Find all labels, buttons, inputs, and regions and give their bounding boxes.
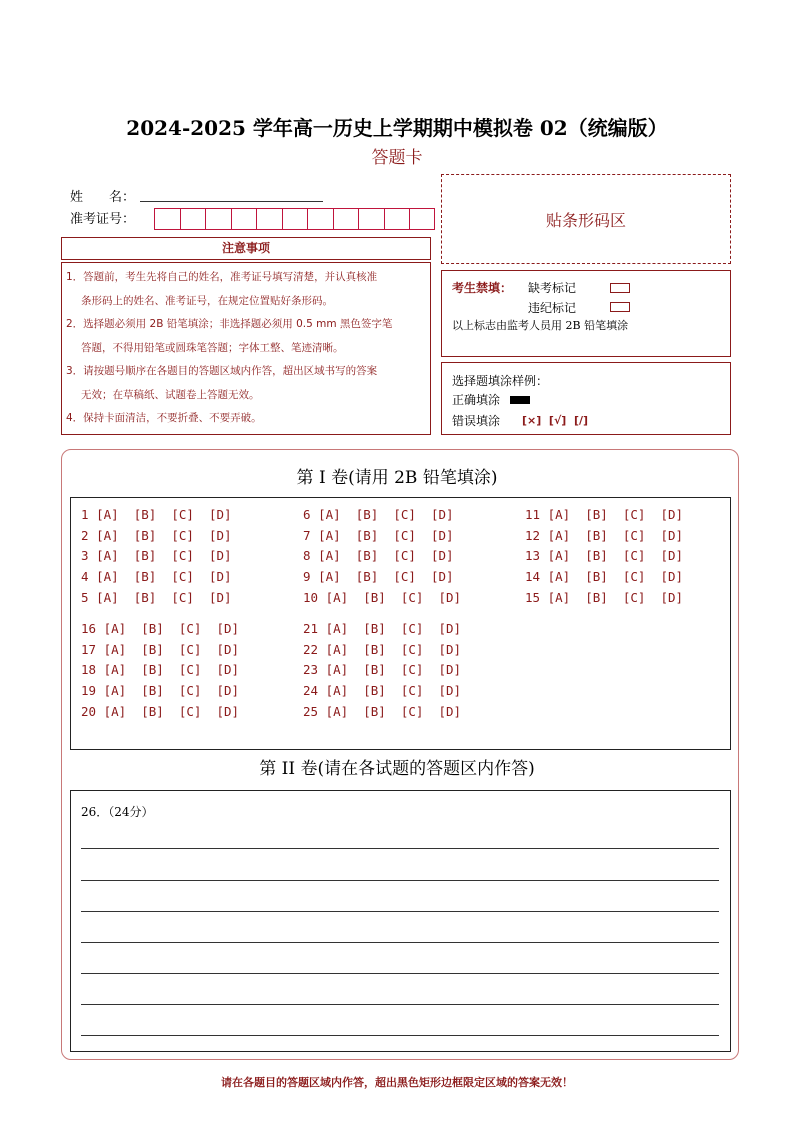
question-number: 7 bbox=[303, 528, 311, 543]
violation-label: 违纪标记 bbox=[528, 301, 577, 315]
answer-options[interactable]: [A] [B] [C] [D] bbox=[103, 683, 240, 698]
question-number: 20 bbox=[81, 704, 97, 719]
answer-options[interactable]: [A] [B] [C] [D] bbox=[318, 569, 454, 584]
answer-line[interactable] bbox=[81, 973, 719, 974]
answer-line[interactable] bbox=[81, 911, 719, 912]
question-number: 6 bbox=[303, 507, 311, 522]
answer-options[interactable]: [A] [B] [C] [D] bbox=[96, 507, 232, 522]
choice-question-6[interactable] bbox=[303, 507, 454, 522]
answer-options[interactable]: [A] [B] [C] [D] bbox=[96, 569, 232, 584]
question-number: 17 bbox=[81, 642, 97, 657]
id-digit-box[interactable] bbox=[231, 208, 257, 230]
notice-item: 答题，不得用铅笔或圆珠笔答题；字体工整、笔迹清晰。 bbox=[81, 341, 344, 354]
answer-options[interactable]: [A] [B] [C] [D] bbox=[547, 590, 684, 605]
answer-options[interactable]: [A] [B] [C] [D] bbox=[325, 704, 462, 719]
sample-title: 选择题填涂样例： bbox=[452, 374, 549, 388]
q26-answer-area[interactable] bbox=[70, 790, 731, 1052]
barcode-label: 贴条形码区 bbox=[545, 210, 626, 230]
notice-item: 2．选择题必须用 2B 铅笔填涂；非选择题必须用 0.5 mm 黑色签字笔 bbox=[66, 318, 393, 330]
choice-answer-area bbox=[70, 497, 731, 750]
choice-question-24[interactable] bbox=[303, 683, 461, 698]
choice-question-20[interactable] bbox=[81, 704, 239, 719]
answer-line[interactable] bbox=[81, 1035, 719, 1036]
choice-question-1[interactable] bbox=[81, 507, 232, 522]
footer-warning: 请在各题目的答题区域内作答，超出黑色矩形边框限定区域的答案无效！ bbox=[221, 1076, 573, 1089]
choice-question-7[interactable] bbox=[303, 528, 454, 543]
page-subtitle: 答题卡 bbox=[371, 148, 423, 168]
absent-label: 缺考标记 bbox=[528, 281, 577, 295]
answer-options[interactable]: [A] [B] [C] [D] bbox=[318, 548, 454, 563]
answer-options[interactable]: [A] [B] [C] [D] bbox=[96, 528, 232, 543]
answer-options[interactable]: [A] [B] [C] [D] bbox=[318, 507, 454, 522]
answer-options[interactable]: [A] [B] [C] [D] bbox=[325, 683, 462, 698]
answer-options[interactable]: [A] [B] [C] [D] bbox=[325, 621, 462, 636]
question-number: 25 bbox=[303, 704, 319, 719]
sample-box bbox=[441, 362, 731, 435]
id-digit-box[interactable] bbox=[307, 208, 333, 230]
choice-question-14[interactable] bbox=[525, 569, 683, 584]
question-number: 5 bbox=[81, 590, 89, 605]
question-number: 19 bbox=[81, 683, 97, 698]
notice-item: 无效；在草稿纸、试题卷上答题无效。 bbox=[81, 388, 260, 401]
wrong-label: 错误填涂 bbox=[452, 414, 501, 428]
answer-line[interactable] bbox=[81, 880, 719, 881]
question-number: 11 bbox=[525, 507, 541, 522]
question-number: 3 bbox=[81, 548, 89, 563]
forbidden-note: 以上标志由监考人员用 2B 铅笔填涂 bbox=[452, 319, 629, 332]
choice-question-21[interactable] bbox=[303, 621, 461, 636]
id-digit-box[interactable] bbox=[358, 208, 384, 230]
choice-question-25[interactable] bbox=[303, 704, 461, 719]
answer-options[interactable]: [A] [B] [C] [D] bbox=[318, 528, 454, 543]
notice-item: 条形码上的姓名、准考证号，在规定位置贴好条形码。 bbox=[81, 294, 333, 307]
answer-options[interactable]: [A] [B] [C] [D] bbox=[103, 662, 240, 677]
notice-box bbox=[61, 262, 431, 435]
id-digit-box[interactable] bbox=[333, 208, 359, 230]
notice-item: 4．保持卡面清洁，不要折叠、不要弄破。 bbox=[66, 412, 262, 424]
id-digit-box[interactable] bbox=[409, 208, 435, 230]
choice-question-2[interactable] bbox=[81, 528, 232, 543]
choice-question-4[interactable] bbox=[81, 569, 232, 584]
answer-options[interactable]: [A] [B] [C] [D] bbox=[547, 528, 684, 543]
forbidden-box bbox=[441, 270, 731, 357]
question-number: 18 bbox=[81, 662, 97, 677]
choice-question-23[interactable] bbox=[303, 662, 461, 677]
id-digit-box[interactable] bbox=[180, 208, 206, 230]
answer-options[interactable]: [A] [B] [C] [D] bbox=[103, 621, 240, 636]
choice-question-10[interactable] bbox=[303, 590, 461, 605]
id-digit-box[interactable] bbox=[256, 208, 282, 230]
question-number: 23 bbox=[303, 662, 319, 677]
section1-title: 第 I 卷(请用 2B 铅笔填涂) bbox=[296, 468, 498, 488]
choice-question-3[interactable] bbox=[81, 548, 232, 563]
id-digit-box[interactable] bbox=[384, 208, 410, 230]
page-title: 2024-2025 学年高一历史上学期期中模拟卷 02（统编版） bbox=[126, 116, 668, 140]
question-number: 2 bbox=[81, 528, 89, 543]
question-number: 15 bbox=[525, 590, 541, 605]
choice-question-11[interactable] bbox=[525, 507, 683, 522]
question-number: 9 bbox=[303, 569, 311, 584]
choice-question-15[interactable] bbox=[525, 590, 683, 605]
choice-question-19[interactable] bbox=[81, 683, 239, 698]
violation-mark-box[interactable] bbox=[610, 302, 630, 312]
answer-options[interactable]: [A] [B] [C] [D] bbox=[96, 548, 232, 563]
notice-item: 3．请按题号顺序在各题目的答题区域内作答，超出区域书写的答案 bbox=[66, 365, 378, 377]
absent-mark-box[interactable] bbox=[610, 283, 630, 293]
question-number: 4 bbox=[81, 569, 89, 584]
question-number: 1 bbox=[81, 507, 89, 522]
id-digit-box[interactable] bbox=[282, 208, 308, 230]
barcode-area bbox=[441, 174, 731, 264]
section2-title: 第 II 卷(请在各试题的答题区内作答) bbox=[259, 759, 535, 779]
name-field[interactable] bbox=[140, 201, 323, 202]
question-number: 8 bbox=[303, 548, 311, 563]
answer-options[interactable]: [A] [B] [C] [D] bbox=[103, 642, 240, 657]
choice-question-16[interactable] bbox=[81, 621, 239, 636]
question-number: 10 bbox=[303, 590, 319, 605]
q26-label: 26．（24分） bbox=[81, 805, 154, 819]
question-number: 22 bbox=[303, 642, 319, 657]
choice-question-12[interactable] bbox=[525, 528, 683, 543]
choice-question-8[interactable] bbox=[303, 548, 454, 563]
question-number: 14 bbox=[525, 569, 541, 584]
question-number: 21 bbox=[303, 621, 319, 636]
answer-options[interactable]: [A] [B] [C] [D] bbox=[103, 704, 240, 719]
answer-line[interactable] bbox=[81, 942, 719, 943]
answer-options[interactable]: [A] [B] [C] [D] bbox=[547, 569, 684, 584]
answer-line[interactable] bbox=[81, 848, 719, 849]
notice-item: 1．答题前，考生先将自己的姓名，准考证号填写清楚，并认真核准 bbox=[66, 271, 378, 283]
answer-options[interactable]: [A] [B] [C] [D] bbox=[96, 590, 232, 605]
exam-id-label: 准考证号： bbox=[70, 212, 136, 227]
answer-options[interactable]: [A] [B] [C] [D] bbox=[547, 507, 684, 522]
correct-label: 正确填涂 bbox=[452, 393, 501, 407]
choice-question-13[interactable] bbox=[525, 548, 683, 563]
choice-question-9[interactable] bbox=[303, 569, 454, 584]
answer-options[interactable]: [A] [B] [C] [D] bbox=[325, 590, 462, 605]
exam-id-boxes[interactable] bbox=[154, 208, 435, 231]
id-digit-box[interactable] bbox=[154, 208, 180, 230]
notice-header: 注意事项 bbox=[61, 237, 431, 260]
answer-options[interactable]: [A] [B] [C] [D] bbox=[547, 548, 684, 563]
choice-question-5[interactable] bbox=[81, 590, 232, 605]
choice-question-18[interactable] bbox=[81, 662, 239, 677]
question-number: 13 bbox=[525, 548, 541, 563]
question-number: 24 bbox=[303, 683, 319, 698]
id-digit-box[interactable] bbox=[205, 208, 231, 230]
filled-mark-icon bbox=[510, 396, 530, 404]
name-label: 姓 名： bbox=[70, 190, 136, 205]
choice-question-22[interactable] bbox=[303, 642, 461, 657]
choice-question-17[interactable] bbox=[81, 642, 239, 657]
question-number: 12 bbox=[525, 528, 541, 543]
question-number: 16 bbox=[81, 621, 97, 636]
answer-options[interactable]: [A] [B] [C] [D] bbox=[325, 662, 462, 677]
forbidden-label: 考生禁填： bbox=[452, 281, 513, 295]
wrong-marks: [×] [√] [/] bbox=[522, 414, 589, 427]
answer-options[interactable]: [A] [B] [C] [D] bbox=[325, 642, 462, 657]
answer-line[interactable] bbox=[81, 1004, 719, 1005]
